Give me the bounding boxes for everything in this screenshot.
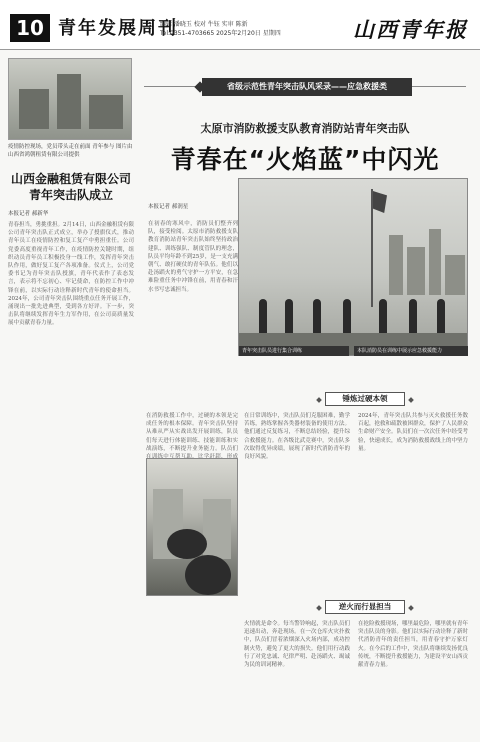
page-header <box>0 0 480 50</box>
page-number: 10 <box>10 14 50 42</box>
reporter-box <box>148 202 238 357</box>
subhead-courage: 逆火而行显担当 <box>325 600 405 614</box>
feature-kicker: 太原市消防救援支队教育消防站青年突击队 <box>200 122 410 135</box>
article-col-e: 在抢险救援现场，哪里最危险，哪里就有青年突击队员的身影。他们以实际行动诠释了新时代消防青年的责任担当，用青春守护万家灯火。在今后的工作中，突击队将继续发扬优良传统，不断提升救援能力，为建设平安山西贡献青春力量。 <box>358 621 469 669</box>
feature-intro-text: 在初春的寒风中，消防员们整齐列队，接受检阅。太原市消防救援支队教育消防站青年突击队始终坚持政治建队、训练强队、制度管队的理念，队员平均年龄不到25岁，是一支充满朝气、敢打硬仗的青年队伍。他们以赴汤蹈火的勇气守护一方平安，在急难险重任务中冲锋在前，用青春和汗水书写忠诚担当。 <box>148 221 238 293</box>
firefighting-photo <box>146 458 238 596</box>
section-title: 青年发展周刊 <box>58 18 178 39</box>
flag-icon <box>373 191 387 213</box>
masthead-logo: 山西青年报 <box>353 17 468 42</box>
feature-banner <box>144 78 466 96</box>
article-col-d: 火情就是命令。每当警铃响起，突击队员们迅速出动，奔赴现场。在一次仓库火灾扑救中，队员们冒着浓烟深入火场内部，成功控制火势，避免了更大的损失。他们用行动践行了对党忠诚、纪律严明、赴汤蹈火、竭诚为民的训词精神。 <box>244 621 350 669</box>
left-photo-caption: 疫情防控现场，党员带头走在前面 青年参与 图片由山西省鸿朝租赁有限公司提供 <box>8 144 133 158</box>
feature-title: 青春在“火焰蓝”中闪光 <box>170 145 440 174</box>
contact-date-line: Tel:0351-4703665 2025年2月20日 星期四 <box>160 30 281 37</box>
header-meta <box>160 20 310 38</box>
photo-caption-left: 青年突击队员进行集合训练 <box>239 346 349 356</box>
main-photo <box>238 178 468 356</box>
left-headline <box>8 171 134 203</box>
article-col-a: 在消防救援工作中，过硬的本领是完成任务的根本保障。青年突击队坚持从难从严从实战出发开展训练，队员们每天进行体能训练、技能训练和实战演练，不断提升业务能力。队员们 <box>146 413 238 452</box>
left-photo <box>8 58 132 140</box>
reporter-label: 本报记者 郝润星 <box>148 204 189 210</box>
left-byline: 本报记者 郝新华 <box>8 211 49 217</box>
left-article-body: 青春担当，勇挑重担。2月14日，山西金融租赁有限公司青年突击队正式成立，举办了授旗仪式，推动青年员工在疫情防控和复工复产中勇担重任。公司党委高度重视青年工作，在疫情防控关键时期，组织动员青年员工积极投身一线工作，发挥青年突击队作用，做好复工复产各项准备。仪式上，公司党委书记为青年突击队授旗，青年代表作了表态发言，表示将不忘初心、牢记使命，在防控工作中冲锋在前，以实际行动诠释新时代青年的使命担当。2024年，公司青年突击队围绕重点任务开展工作，涌现出一批先进典型，受到各方好评。下一步，突击队将继续发挥青年生力军作用，在公司高质量发展中贡献青春力量。 <box>8 222 134 327</box>
editor-line: 编辑 潘晓玉 校对 牛钰 实审 陈新 <box>160 21 248 28</box>
feature-banner-text: 省级示范性青年突击队风采录——应急救援类 <box>202 78 412 96</box>
subhead-training: 锤炼过硬本领 <box>325 392 405 406</box>
article-col-c: 2024年，青年突击队共参与灭火救援任务数百起，抢救和疏散被困群众，保护了人民群众生命财产安全。队员们在一次次任务中经受考验，快速成长，成为消防救援战线上的中坚力量。 <box>358 413 469 452</box>
left-headline-line1: 山西金融租赁有限公司 <box>10 172 131 186</box>
left-column <box>8 58 134 734</box>
left-headline-line2: 青年突击队成立 <box>28 188 113 202</box>
article-col-b: 在日常训练中，突击队员们克服困难，勤学苦练，熟练掌握各类器材装备的使用方法。他们通过反复练习，不断总结经验，提升综合救援能力。在各级比武竞赛中，突击队多次取得优异成绩，展现了新时代消防青年的良好风貌。 <box>244 413 350 461</box>
photo-caption-right: 本队消防员在训练中展示应急救援能力 <box>354 346 468 356</box>
